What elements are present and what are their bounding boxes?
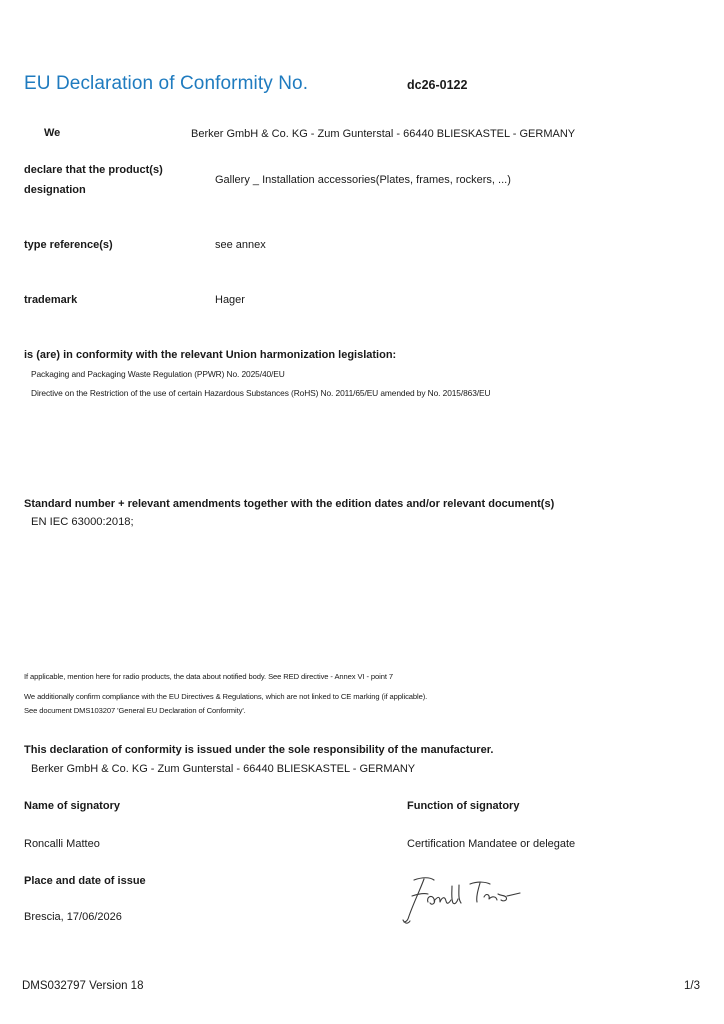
type-reference-value: see annex — [215, 239, 266, 251]
additional-note: We additionally confirm compliance with the EU Directives & Regulations, which are not linked to CE marking (if applicable). — [24, 692, 428, 701]
designation-label: designation — [24, 184, 86, 196]
signatory-name-label: Name of signatory — [24, 800, 120, 812]
manufacturer-address: Berker GmbH & Co. KG - Zum Gunterstal - 66440 BLIESKASTEL - GERMANY — [31, 763, 416, 775]
standards-heading: Standard number + relevant amendments together with the edition dates and/or relevant document(s) — [24, 498, 555, 510]
legislation-item: Packaging and Packaging Waste Regulation (PPWR) No. 2025/40/EU — [31, 369, 285, 379]
radio-note: If applicable, mention here for radio products, the data about notified body. See RED directive - Annex VI - point 7 — [24, 672, 394, 681]
place-date-label: Place and date of issue — [24, 875, 146, 887]
legislation-heading: is (are) in conformity with the relevant Union harmonization legislation: — [24, 349, 397, 361]
signature-image — [400, 872, 524, 926]
product-label: declare that the product(s) — [24, 164, 163, 176]
signatory-function: Certification Mandatee or delegate — [407, 838, 576, 850]
declaration-number: dc26-0122 — [407, 78, 468, 92]
document-version: DMS032797 Version 18 — [22, 980, 144, 992]
we-value: Berker GmbH & Co. KG - Zum Gunterstal - 66440 BLIESKASTEL - GERMANY — [191, 128, 576, 140]
legislation-item: Directive on the Restriction of the use of certain Hazardous Substances (RoHS) No. 2011/65/EU amended by No. 2015/863/EU — [31, 388, 491, 398]
place-date-value: Brescia, 17/06/2026 — [24, 911, 122, 923]
document-title: EU Declaration of Conformity No. — [24, 73, 309, 94]
trademark-value: Hager — [215, 294, 245, 306]
we-label: We — [44, 127, 61, 139]
responsibility-heading: This declaration of conformity is issued under the sole responsibility of the manufacturer. — [24, 744, 494, 756]
standards-value: EN IEC 63000:2018; — [31, 516, 134, 528]
designation-value: Gallery _ Installation accessories(Plates, frames, rockers, ...) — [215, 174, 511, 186]
signatory-function-label: Function of signatory — [407, 800, 520, 812]
page-number: 1/3 — [684, 980, 700, 992]
additional-note-reference: See document DMS103207 'General EU Declaration of Conformity'. — [24, 706, 246, 715]
trademark-label: trademark — [24, 294, 78, 306]
signatory-name: Roncalli Matteo — [24, 838, 100, 850]
type-reference-label: type reference(s) — [24, 239, 113, 251]
